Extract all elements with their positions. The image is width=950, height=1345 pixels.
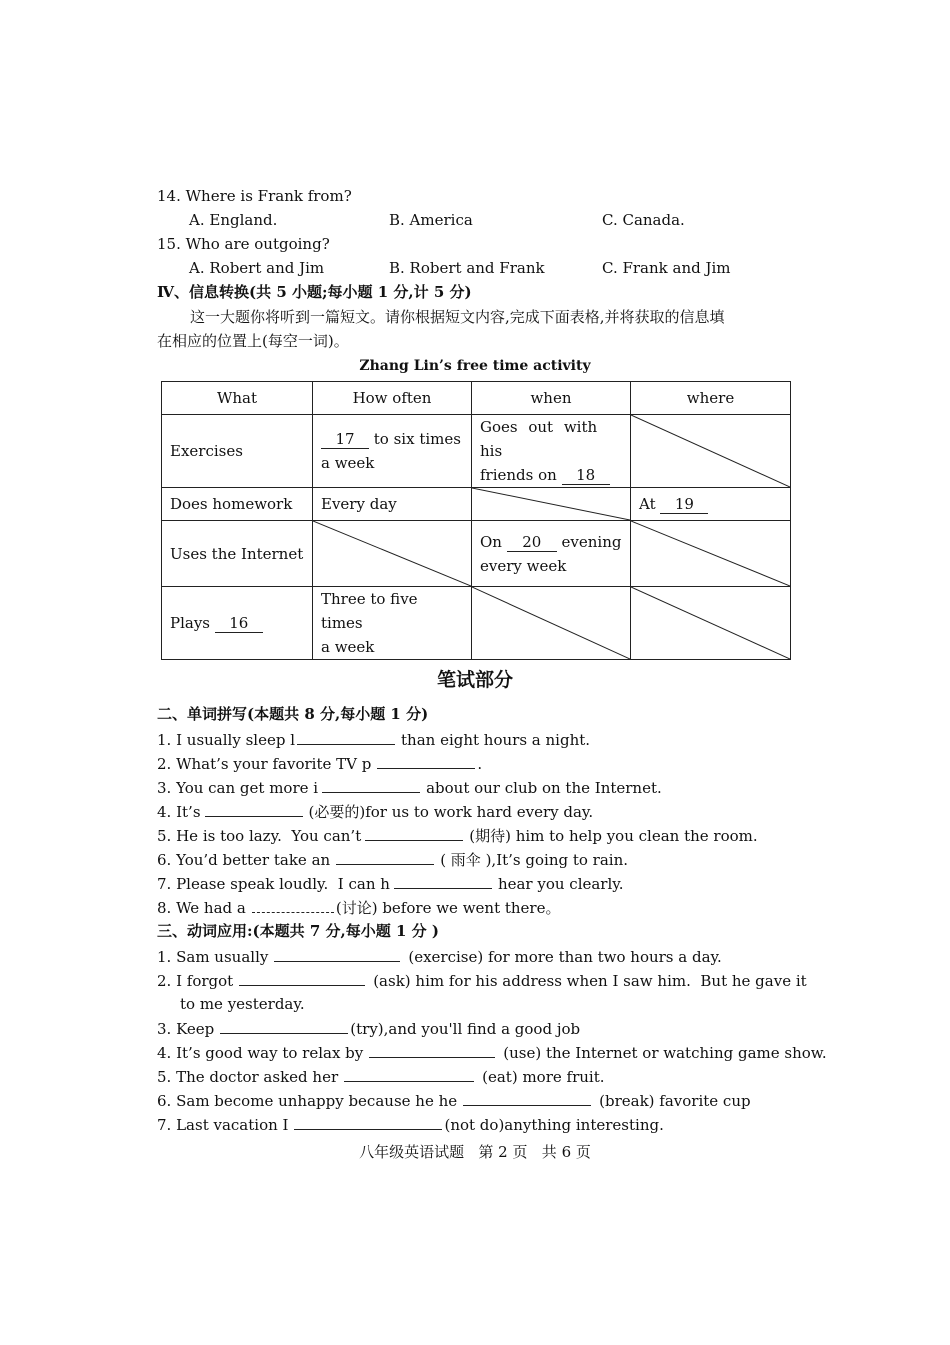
item-number: 1. bbox=[157, 731, 172, 749]
cell-where-empty bbox=[631, 587, 791, 660]
blank-17[interactable]: 17 bbox=[321, 430, 369, 449]
blank-16[interactable]: 16 bbox=[215, 614, 263, 633]
item-text: You’d better take an bbox=[176, 851, 331, 869]
item-text: I forgot bbox=[176, 972, 234, 990]
cell-text: to six times bbox=[373, 430, 461, 448]
cell-how-often-empty bbox=[313, 521, 472, 587]
item-text: (讨论) before we went there。 bbox=[335, 899, 561, 917]
item-number: 3. bbox=[157, 779, 172, 797]
table-row-homework bbox=[162, 488, 791, 521]
answer-blank[interactable] bbox=[274, 946, 400, 962]
question-15 bbox=[157, 234, 330, 254]
header-when: when bbox=[472, 382, 631, 415]
answer-blank[interactable] bbox=[365, 825, 463, 841]
blank-19[interactable]: 19 bbox=[660, 495, 708, 514]
section-4-intro-line2: 在相应的位置上(每空一词)。 bbox=[157, 332, 349, 350]
cell-how-often bbox=[313, 587, 472, 660]
verbs-heading: 三、动词应用:(本题共 7 分,每小题 1 分 ) bbox=[157, 922, 439, 940]
verb-item bbox=[157, 970, 807, 991]
cell-when bbox=[472, 521, 631, 587]
blank-20[interactable]: 20 bbox=[507, 533, 557, 552]
written-section-title: 笔试部分 bbox=[436, 669, 513, 691]
cell-text: a week bbox=[321, 454, 375, 472]
item-text: (try),and you'll find a good job bbox=[350, 1020, 581, 1038]
answer-blank[interactable] bbox=[294, 1114, 442, 1130]
item-text: He is too lazy. You can’t bbox=[176, 827, 362, 845]
spelling-item bbox=[157, 825, 758, 846]
cell-text: every week bbox=[480, 556, 567, 575]
item-text: What’s your favorite TV p bbox=[176, 755, 372, 773]
spelling-item bbox=[157, 849, 628, 870]
blank-18[interactable]: 18 bbox=[562, 466, 610, 485]
answer-blank[interactable] bbox=[322, 777, 420, 793]
table-title: Zhang Lin’s free time activity bbox=[359, 358, 591, 374]
item-text: You can get more i bbox=[176, 779, 319, 797]
cell-what: Exercises bbox=[162, 415, 313, 488]
spelling-item bbox=[157, 777, 662, 798]
item-text: (ask) him for his address when I saw him. But he gave it bbox=[373, 972, 807, 990]
option-14b: B. America bbox=[389, 211, 473, 229]
item-text: Last vacation I bbox=[176, 1116, 289, 1134]
answer-blank[interactable] bbox=[336, 849, 434, 865]
cell-text: friends on bbox=[480, 466, 557, 484]
cell-when-empty bbox=[472, 587, 631, 660]
question-number: 14. bbox=[157, 187, 181, 205]
item-text: (必要的)for us to work hard every day. bbox=[308, 803, 594, 821]
header-what: What bbox=[162, 382, 313, 415]
cell-where-empty bbox=[631, 521, 791, 587]
item-text: hear you clearly. bbox=[497, 875, 624, 893]
table-row-plays bbox=[162, 587, 791, 660]
item-number: 7. bbox=[157, 1116, 172, 1134]
spelling-item bbox=[157, 753, 482, 774]
option-15b: B. Robert and Frank bbox=[389, 259, 545, 277]
page-footer: 八年级英语试题 第 2 页 共 6 页 bbox=[359, 1143, 591, 1161]
item-text: than eight hours a night. bbox=[401, 731, 591, 749]
spelling-item bbox=[157, 897, 560, 918]
cell-text: Plays bbox=[170, 614, 211, 632]
item-text: (期待) him to help you clean the room. bbox=[469, 827, 758, 845]
info-table bbox=[161, 381, 791, 660]
item-text: The doctor asked her bbox=[176, 1068, 339, 1086]
answer-blank[interactable] bbox=[205, 801, 303, 817]
question-text: Where is Frank from? bbox=[185, 187, 352, 205]
table-header-row bbox=[162, 382, 791, 415]
item-text: Keep bbox=[176, 1020, 215, 1038]
verb-item bbox=[157, 1042, 827, 1063]
answer-blank[interactable] bbox=[220, 1018, 348, 1034]
diagonal-line bbox=[313, 521, 471, 586]
section-4-intro-line1: 这一大题你将听到一篇短文。请你根据短文内容,完成下面表格,并将获取的信息填 bbox=[190, 308, 725, 326]
option-14c: C. Canada. bbox=[602, 211, 685, 229]
verb-item bbox=[157, 1114, 664, 1135]
item-number: 3. bbox=[157, 1020, 172, 1038]
answer-blank[interactable] bbox=[369, 1042, 495, 1058]
cell-what: Uses the Internet bbox=[162, 521, 313, 587]
diagonal-line bbox=[472, 587, 630, 659]
item-text: Sam become unhappy because he he bbox=[176, 1092, 458, 1110]
item-text: (eat) more fruit. bbox=[482, 1068, 605, 1086]
answer-blank[interactable] bbox=[239, 970, 365, 986]
option-15a: A. Robert and Jim bbox=[189, 259, 325, 277]
item-text: I usually sleep l bbox=[176, 731, 296, 749]
item-number: 8. bbox=[157, 899, 172, 917]
item-number: 6. bbox=[157, 851, 172, 869]
cell-text: a week bbox=[321, 638, 375, 656]
question-number: 15. bbox=[157, 235, 181, 253]
option-14a: A. England. bbox=[189, 211, 278, 229]
item-text: It’s bbox=[176, 803, 201, 821]
answer-blank[interactable] bbox=[252, 897, 334, 913]
spelling-item bbox=[157, 729, 590, 750]
item-text: about our club on the Internet. bbox=[426, 779, 662, 797]
cell-text: Goes out with his bbox=[480, 418, 598, 460]
cell-what: Does homework bbox=[162, 488, 313, 521]
verb-item bbox=[157, 946, 722, 967]
option-15c: C. Frank and Jim bbox=[602, 259, 731, 277]
item-number: 2. bbox=[157, 755, 172, 773]
cell-text: evening bbox=[561, 532, 622, 551]
verb-item bbox=[157, 1090, 751, 1111]
item-text: Please speak loudly. I can h bbox=[176, 875, 390, 893]
cell-where-empty bbox=[631, 415, 791, 488]
item-number: 4. bbox=[157, 1044, 172, 1062]
cell-what bbox=[162, 587, 313, 660]
cell-when bbox=[472, 415, 631, 488]
item-text: . bbox=[477, 755, 483, 773]
header-where: where bbox=[631, 382, 791, 415]
item-number: 6. bbox=[157, 1092, 172, 1110]
item-number: 5. bbox=[157, 1068, 172, 1086]
answer-blank[interactable] bbox=[377, 753, 475, 769]
answer-blank[interactable] bbox=[394, 873, 492, 889]
verb-item-continuation: to me yesterday. bbox=[180, 995, 305, 1013]
cell-how-often bbox=[313, 415, 472, 488]
answer-blank[interactable] bbox=[344, 1066, 474, 1082]
spelling-heading: 二、单词拼写(本题共 8 分,每小题 1 分) bbox=[157, 705, 429, 723]
item-number: 5. bbox=[157, 827, 172, 845]
item-text: (exercise) for more than two hours a day. bbox=[408, 948, 722, 966]
diagonal-line bbox=[631, 415, 790, 487]
item-text: (use) the Internet or watching game show. bbox=[503, 1044, 827, 1062]
cell-text: At bbox=[639, 495, 656, 513]
verb-item bbox=[157, 1066, 605, 1087]
item-text: We had a bbox=[176, 899, 246, 917]
cell-text: Three to five times bbox=[321, 590, 418, 632]
cell-how-often: Every day bbox=[313, 488, 472, 521]
item-text: (not do)anything interesting. bbox=[444, 1116, 664, 1134]
spelling-item bbox=[157, 801, 593, 822]
item-number: 2. bbox=[157, 972, 172, 990]
question-14 bbox=[157, 186, 352, 206]
item-text: It’s good way to relax by bbox=[176, 1044, 364, 1062]
question-text: Who are outgoing? bbox=[185, 235, 330, 253]
item-text: Sam usually bbox=[176, 948, 269, 966]
verb-item bbox=[157, 1018, 580, 1039]
answer-blank[interactable] bbox=[297, 729, 395, 745]
item-number: 4. bbox=[157, 803, 172, 821]
item-number: 7. bbox=[157, 875, 172, 893]
section-4-heading: Ⅳ、信息转换(共 5 小题;每小题 1 分,计 5 分) bbox=[157, 283, 472, 301]
diagonal-line bbox=[472, 488, 630, 520]
answer-blank[interactable] bbox=[463, 1090, 591, 1106]
cell-when-empty bbox=[472, 488, 631, 521]
diagonal-line bbox=[631, 587, 790, 659]
spelling-item bbox=[157, 873, 624, 894]
cell-where bbox=[631, 488, 791, 521]
table-row-internet bbox=[162, 521, 791, 587]
diagonal-line bbox=[631, 521, 790, 586]
header-how-often: How often bbox=[313, 382, 472, 415]
item-text: (break) favorite cup bbox=[599, 1092, 751, 1110]
table-row-exercises bbox=[162, 415, 791, 488]
item-number: 1. bbox=[157, 948, 172, 966]
cell-text: On bbox=[480, 532, 502, 551]
item-text: ( 雨伞 ),It’s going to rain. bbox=[440, 851, 629, 869]
